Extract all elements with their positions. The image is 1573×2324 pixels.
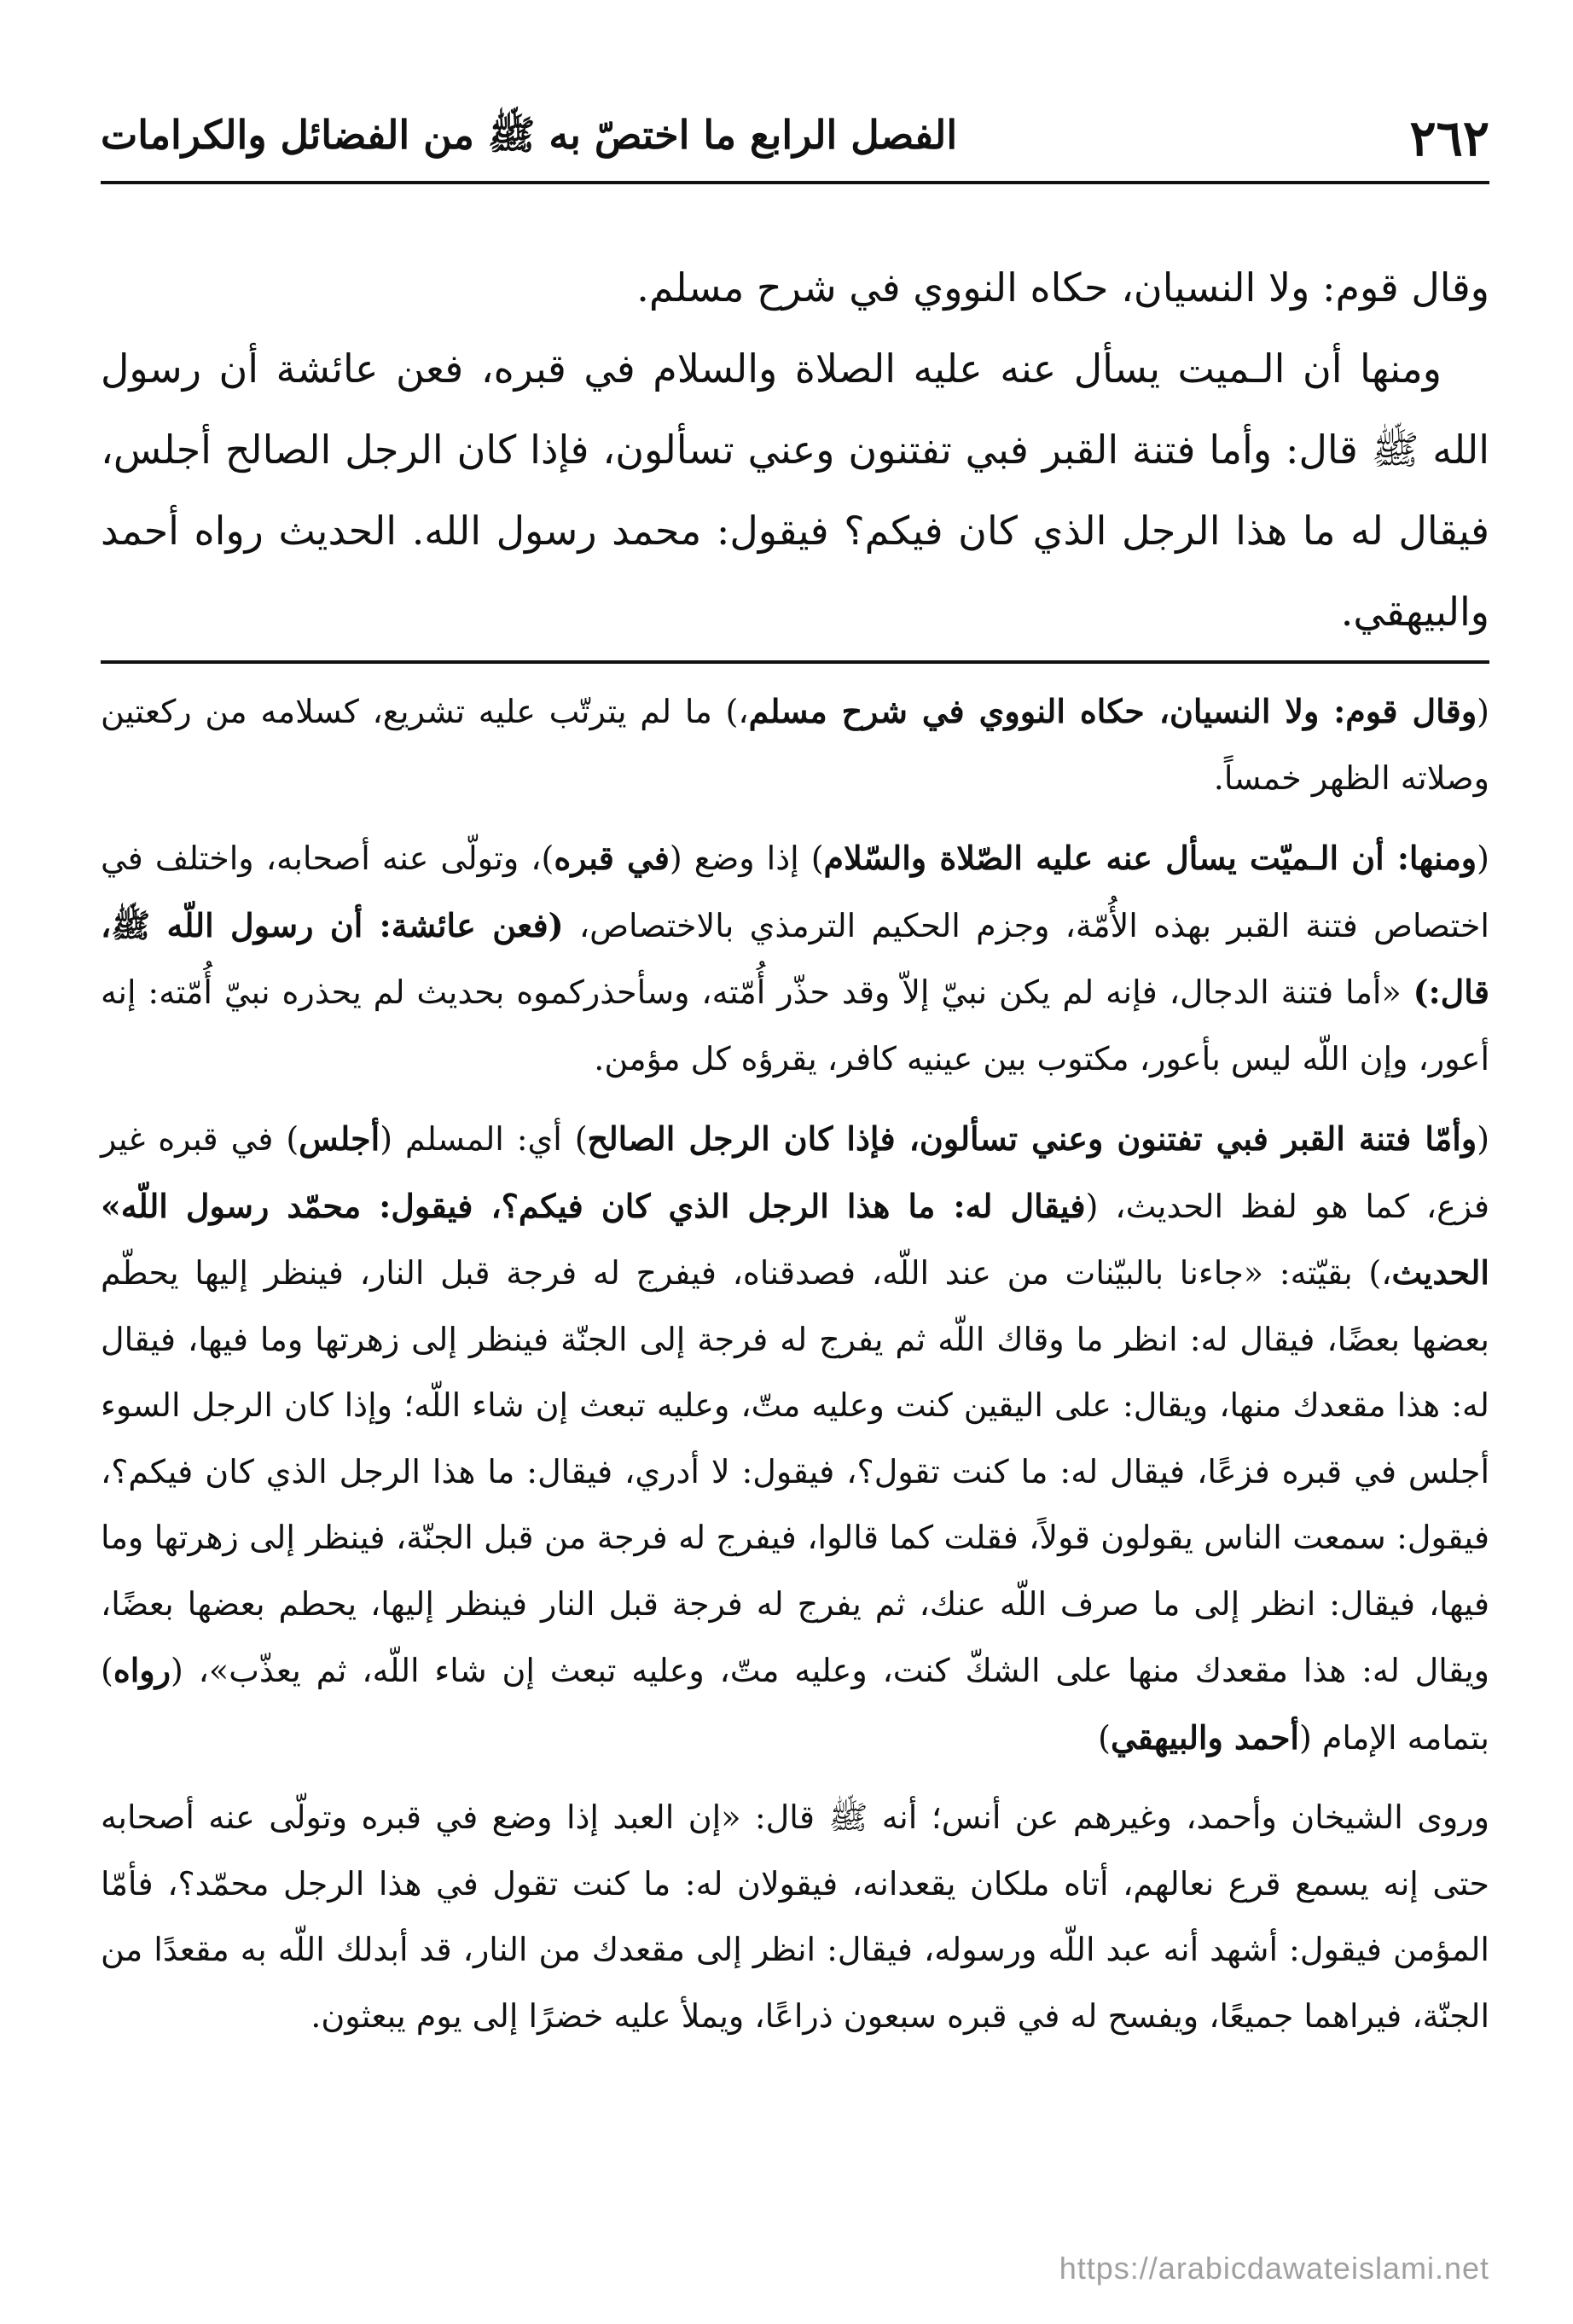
quoted-matn: ومنها: أن الـميّت يسأل عنه عليه الصّلاة والسّلام <box>823 839 1477 877</box>
bracket: ( <box>1477 840 1489 877</box>
page-number: ٢٦٢ <box>1409 109 1489 167</box>
main-text-paragraph-1: وقال قوم: ولا النسيان، حكاه النووي في شرح مسلم. <box>636 264 1489 311</box>
commentary-paragraph-3 <box>101 1106 1489 1771</box>
commentary-text-run: )، وتولّى عنه أصحابه، واختلف في اختصاص فتنة القبر بهذه الأُمّة، وجزم الحكيم الترمذي بالاختصاص، <box>101 840 1489 944</box>
commentary-paragraph-1 <box>101 678 1489 811</box>
commentary-text-run: ،) ما لم يترتّب عليه تشريع، كسلامه من ركعتين وصلاته الظهر خمساً. <box>101 693 1489 797</box>
quoted-matn: أحمد والبيهقي <box>1110 1717 1299 1757</box>
chapter-title: الفصل الرابع ما اختصّ به ﷺ من الفضائل والكرامات <box>101 112 958 158</box>
main-text-paragraph-2: ومنها أن الـميت يسأل عنه عليه الصلاة والسلام في قبره، فعن عائشة أن رسول الله ﷺ قال: وأما فتنة القبر فبي تفتنون وعني تسألون، فإذا كان الرجل الصالح أجلس، فيقال له ما هذا الرجل الذي كان فيكم؟ فيقول: محمد رسول الله. الحديث رواه أحمد والبيهقي. <box>101 346 1489 635</box>
commentary-paragraph-2 <box>101 825 1489 1092</box>
commentary-divider <box>101 660 1489 664</box>
quoted-matn: رواه <box>113 1651 171 1689</box>
header-divider <box>101 181 1489 184</box>
quoted-matn: وقال قوم: ولا النسيان، حكاه النووي في شرح مسلم <box>748 692 1477 730</box>
bracket: ( <box>1477 693 1489 730</box>
commentary-text-run: ) إذا وضع ( <box>669 840 824 877</box>
commentary-text-run: ) أي: المسلم ( <box>380 1120 588 1158</box>
commentary-text-run: ) في قبره غير فزع، كما هو لفظ الحديث، ( <box>101 1120 1489 1225</box>
commentary-text-run: ) بتمامه الإمام ( <box>101 1652 1489 1757</box>
commentary-text-run: ) <box>1098 1718 1111 1757</box>
page-header <box>101 102 1489 176</box>
commentary-text-run: ،) بقيّته: «جاءنا بالبيّنات من عند اللّه، فصدقناه، فيفرج له فرجة قبل النار، فينظر إليها يحطّم بعضها بعضًا، فيقال له: انظر ما وقاك اللّه ثم يفرج له فرجة إلى الجنّة فينظر إلى زهرتها وما فيها، فيقال له: هذا مقعدك منها، ويقال: على اليقين كنت وعليه متّ، وعليه تبعث إن شاء اللّه؛ وإذا كان الرجل السوء أجلس في قبره فزعًا، فيقال له: ما كنت تقول؟، فيقول: لا أدري، فيقال: ما هذا الرجل الذي كان فيكم؟، فيقول: سمعت الناس يقولون قولاً، فقلت كما قالوا، فيفرج له فرجة من قبل الجنّة، فينظر إلى زهرتها وما فيها، فيقال: انظر إلى ما صرف اللّه عنك، ثم يفرج له فرجة قبل النار فينظر إليها، يحطم بعضها بعضًا، ويقال له: هذا مقعدك منها على الشكّ كنت، وعليه متّ، وعليه تبعث إن شاء اللّه، ثم يعذّب»، ( <box>101 1254 1489 1689</box>
quoted-matn: وأمّا فتنة القبر فبي تفتنون وعني تسألون، فإذا كان الرجل الصالح <box>587 1119 1477 1158</box>
quoted-matn: في قبره <box>554 839 670 877</box>
commentary-text-run: «أما فتنة الدجال، فإنه لم يكن نبيّ إلاّ وقد حذّر أُمّته، وسأحذركموه بحديث لم يحذره نبيّ أُمّته: إنه أعور، وإن اللّه ليس بأعور، مكتوب بين عينيه كافر، يقرؤه كل مؤمن. <box>101 973 1489 1078</box>
quoted-matn: فيقال له: ما هذا الرجل الذي كان فيكم؟، فيقول: محمّد رسول اللّه» الحديث <box>101 1186 1489 1292</box>
main-text <box>101 247 1489 653</box>
commentary-paragraph-4: وروى الشيخان وأحمد، وغيرهم عن أنس؛ أنه ﷺ قال: «إن العبد إذا وضع في قبره وتولّى عنه أصحابه حتى إنه يسمع قرع نعالهم، أتاه ملكان يقعدانه، فيقولان له: ما كنت تقول في هذا الرجل محمّد؟، فأمّا المؤمن فيقول: أشهد أنه عبد اللّه ورسوله، فيقال: انظر إلى مقعدك من النار، قد أبدلك اللّه به مقعدًا من الجنّة، فيراهما جميعًا، ويفسح له في قبره سبعون ذراعًا، ويملأ عليه خضرًا إلى يوم يبعثون. <box>101 1798 1489 2035</box>
watermark-url: https://arabicdawateislami.net <box>1059 2251 1489 2286</box>
bracket: ( <box>1477 1120 1490 1158</box>
quoted-matn: أجلس <box>299 1119 380 1158</box>
quoted-matn: (فعن عائشة: أن رسول اللّه ﷺ، قال:) <box>101 905 1489 1011</box>
commentary-text <box>101 678 1489 2049</box>
